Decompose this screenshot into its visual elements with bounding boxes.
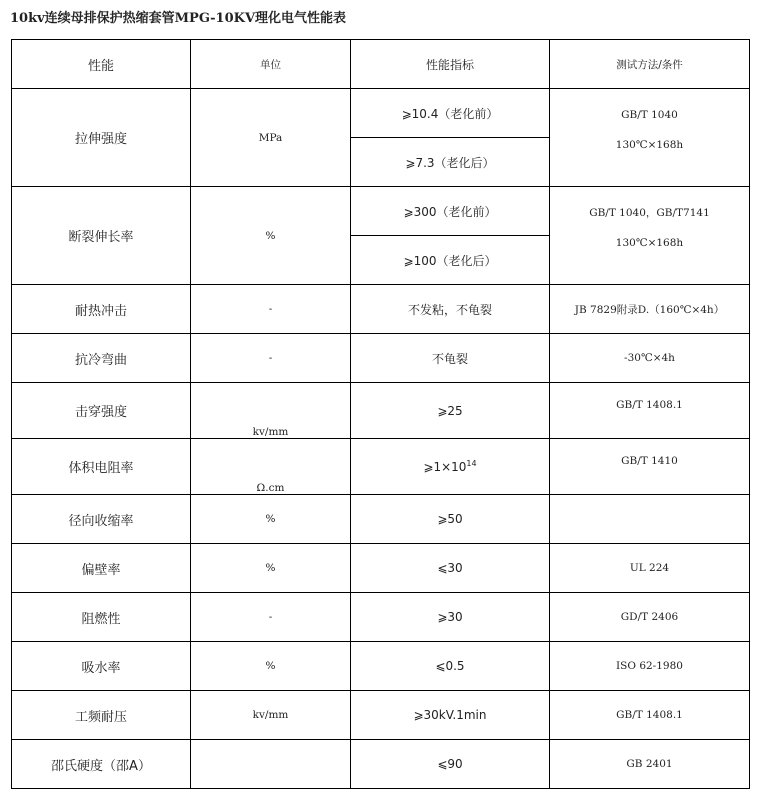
cell-value xyxy=(351,495,550,544)
table-row xyxy=(12,334,750,383)
table-row xyxy=(12,642,750,691)
cell-unit: Ω.cm xyxy=(191,439,351,495)
header-name: 性能 xyxy=(12,40,191,89)
cell-method: GB/T 1408.1 xyxy=(550,383,750,439)
cell-method: -30℃×4h xyxy=(550,334,750,383)
cell-unit: kv/mm xyxy=(191,383,351,439)
cell-value: ⩾7.3（老化后） xyxy=(351,138,550,187)
table-row xyxy=(12,544,750,593)
cell-value xyxy=(351,544,550,593)
cell-value-text: 不发粘，不龟裂 xyxy=(407,302,492,317)
cell-value: ⩾10.4（老化前） xyxy=(351,89,550,138)
header-value: 性能指标 xyxy=(351,40,550,89)
cell-unit: % xyxy=(191,187,351,285)
cell-unit: % xyxy=(191,642,351,691)
cell-value-text: ⩽30 xyxy=(437,561,463,575)
cell-name: 拉伸强度 xyxy=(12,89,191,187)
table-row-elongation xyxy=(12,187,750,236)
table-row xyxy=(12,691,750,740)
cell-value-text: 不龟裂 xyxy=(431,351,468,366)
cell-value xyxy=(351,285,550,334)
cell-value-text: ⩽90 xyxy=(437,757,463,771)
cell-name: 邵氏硬度（邵A） xyxy=(12,740,191,789)
cell-name: 体积电阻率 xyxy=(12,439,191,495)
cell-unit: kv/mm xyxy=(191,691,351,740)
cell-unit: MPa xyxy=(191,89,351,187)
cell-unit xyxy=(191,740,351,789)
cell-value-text: ⩽0.5 xyxy=(435,659,465,673)
cell-value xyxy=(351,642,550,691)
table-row xyxy=(12,740,750,789)
cell-value xyxy=(351,383,550,439)
cell-name: 抗冷弯曲 xyxy=(12,334,191,383)
cell-value-text: ⩾30kV.1min xyxy=(413,708,487,722)
cell-name: 吸水率 xyxy=(12,642,191,691)
cell-value xyxy=(351,593,550,642)
method-line: GB/T 1040，GB/T7141 xyxy=(589,207,710,219)
cell-value xyxy=(351,334,550,383)
table-header-row xyxy=(12,40,750,89)
method-line: GB/T 1040 xyxy=(621,109,678,121)
cell-value-text: ⩾1×10 xyxy=(423,460,467,474)
method-line: 130℃×168h xyxy=(615,139,684,152)
cell-value-text: ⩾25 xyxy=(437,403,463,418)
method-line: 130℃×168h xyxy=(615,237,684,250)
table-row xyxy=(12,285,750,334)
cell-method: ISO 62-1980 xyxy=(550,642,750,691)
table-row xyxy=(12,383,750,439)
cell-method xyxy=(550,89,750,187)
page-title: 10kv连续母排保护热缩套管MPG-10KV理化电气性能表 xyxy=(10,11,347,26)
cell-method xyxy=(550,187,750,285)
cell-method: GB 2401 xyxy=(550,740,750,789)
cell-value xyxy=(351,740,550,789)
cell-name: 工频耐压 xyxy=(12,691,191,740)
cell-method: GB/T 1410 xyxy=(550,439,750,495)
spec-table-body xyxy=(12,40,750,789)
cell-value-text: ⩾50 xyxy=(437,512,463,526)
cell-name: 径向收缩率 xyxy=(12,495,191,544)
cell-method: GB/T 1408.1 xyxy=(550,691,750,740)
cell-unit: % xyxy=(191,495,351,544)
cell-unit: - xyxy=(191,285,351,334)
header-unit: 单位 xyxy=(191,40,351,89)
cell-unit: - xyxy=(191,334,351,383)
cell-value xyxy=(351,691,550,740)
cell-name: 击穿强度 xyxy=(12,383,191,439)
cell-name: 阻燃性 xyxy=(12,593,191,642)
cell-method: GD/T 2406 xyxy=(550,593,750,642)
cell-name: 耐热冲击 xyxy=(12,285,191,334)
table-row xyxy=(12,495,750,544)
cell-value-text: ⩾30 xyxy=(437,610,463,624)
table-row xyxy=(12,439,750,495)
cell-unit: % xyxy=(191,544,351,593)
cell-value: ⩾300（老化前） xyxy=(351,187,550,236)
cell-name: 偏壁率 xyxy=(12,544,191,593)
cell-value: ⩾100（老化后） xyxy=(351,236,550,285)
table-row-tensile xyxy=(12,89,750,138)
spec-table xyxy=(11,39,750,789)
table-row xyxy=(12,593,750,642)
cell-value-exponent: 14 xyxy=(466,459,477,468)
cell-method xyxy=(550,495,750,544)
header-method: 测试方法/条件 xyxy=(550,40,750,89)
cell-method: UL 224 xyxy=(550,544,750,593)
cell-name: 断裂伸长率 xyxy=(12,187,191,285)
cell-method: JB 7829附录D.（160℃×4h） xyxy=(550,285,750,334)
cell-unit: - xyxy=(191,593,351,642)
cell-value xyxy=(351,439,550,495)
